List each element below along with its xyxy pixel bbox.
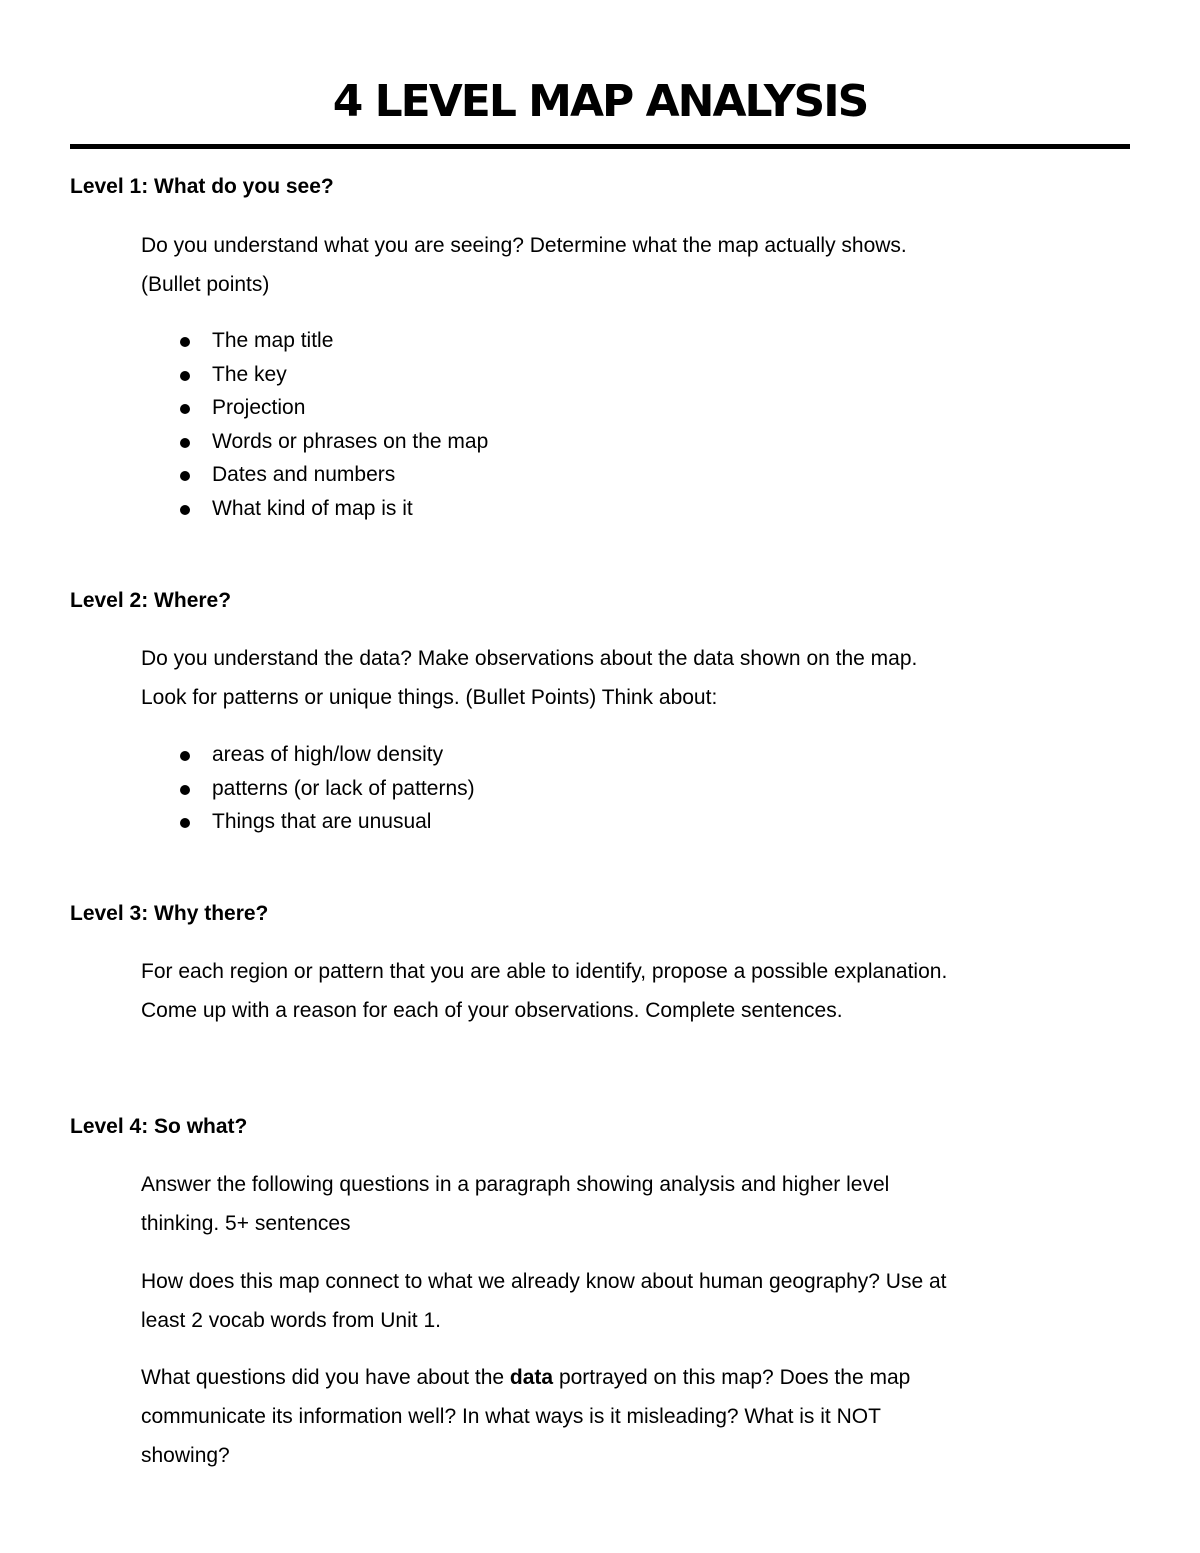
- level2-intro-line-2: Look for patterns or unique things. (Bullet Points) Think about:: [141, 686, 718, 709]
- list-item: The key: [141, 358, 488, 392]
- emphasized-word: data: [509, 1366, 554, 1389]
- level2-heading: Level 2: Where?: [70, 589, 232, 612]
- page-title: 4 LEVEL MAP ANALYSIS: [332, 76, 868, 127]
- list-item: areas of high/low density: [141, 738, 475, 772]
- level4-p1-line-2: thinking. 5+ sentences: [141, 1212, 351, 1235]
- level4-paragraph-1: [141, 1165, 1131, 1243]
- list-item: Projection: [141, 391, 488, 425]
- bullet-icon: [180, 785, 190, 795]
- level1-intro-line-2: (Bullet points): [141, 273, 270, 296]
- level4-p2-line-1: How does this map connect to what we already know about human geography? Use at: [141, 1270, 947, 1293]
- list-item: The map title: [141, 324, 488, 358]
- level3-heading: Level 3: Why there?: [70, 902, 269, 925]
- level4-p3-line-1: What questions did you have about the data portrayed on this map? Does the map: [141, 1366, 911, 1389]
- bullet-icon: [180, 371, 190, 381]
- level4-p3-line-2: communicate its information well? In what ways is it misleading? What is it NOT: [141, 1405, 881, 1428]
- bullet-icon: [180, 404, 190, 414]
- title-divider: [70, 144, 1130, 149]
- level4-p3-line-3: showing?: [141, 1444, 230, 1467]
- level3-body-line-1: For each region or pattern that you are able to identify, propose a possible explanation.: [141, 960, 948, 983]
- level4-paragraph-3: [141, 1358, 1131, 1475]
- level1-bullet-list: [141, 324, 488, 526]
- list-item: Dates and numbers: [141, 458, 488, 492]
- bullet-icon: [180, 471, 190, 481]
- level1-intro-line-1: Do you understand what you are seeing? Determine what the map actually shows.: [141, 234, 907, 257]
- level1-intro: [141, 226, 1131, 304]
- bullet-icon: [180, 337, 190, 347]
- bullet-icon: [180, 438, 190, 448]
- list-item: patterns (or lack of patterns): [141, 772, 475, 806]
- level4-p1-line-1: Answer the following questions in a paragraph showing analysis and higher level: [141, 1173, 890, 1196]
- level3-body-line-2: Come up with a reason for each of your observations. Complete sentences.: [141, 999, 843, 1022]
- list-item: Things that are unusual: [141, 805, 475, 839]
- level3-body: [141, 952, 1131, 1030]
- bullet-icon: [180, 505, 190, 515]
- list-item: What kind of map is it: [141, 492, 488, 526]
- level4-p2-line-2: least 2 vocab words from Unit 1.: [141, 1309, 441, 1332]
- level4-paragraph-2: [141, 1262, 1131, 1340]
- bullet-icon: [180, 751, 190, 761]
- level2-bullet-list: [141, 738, 475, 839]
- bullet-icon: [180, 818, 190, 828]
- level2-intro: [141, 639, 1131, 717]
- level4-heading: Level 4: So what?: [70, 1115, 248, 1138]
- list-item: Words or phrases on the map: [141, 425, 488, 459]
- level1-heading: Level 1: What do you see?: [70, 175, 334, 198]
- level2-intro-line-1: Do you understand the data? Make observations about the data shown on the map.: [141, 647, 918, 670]
